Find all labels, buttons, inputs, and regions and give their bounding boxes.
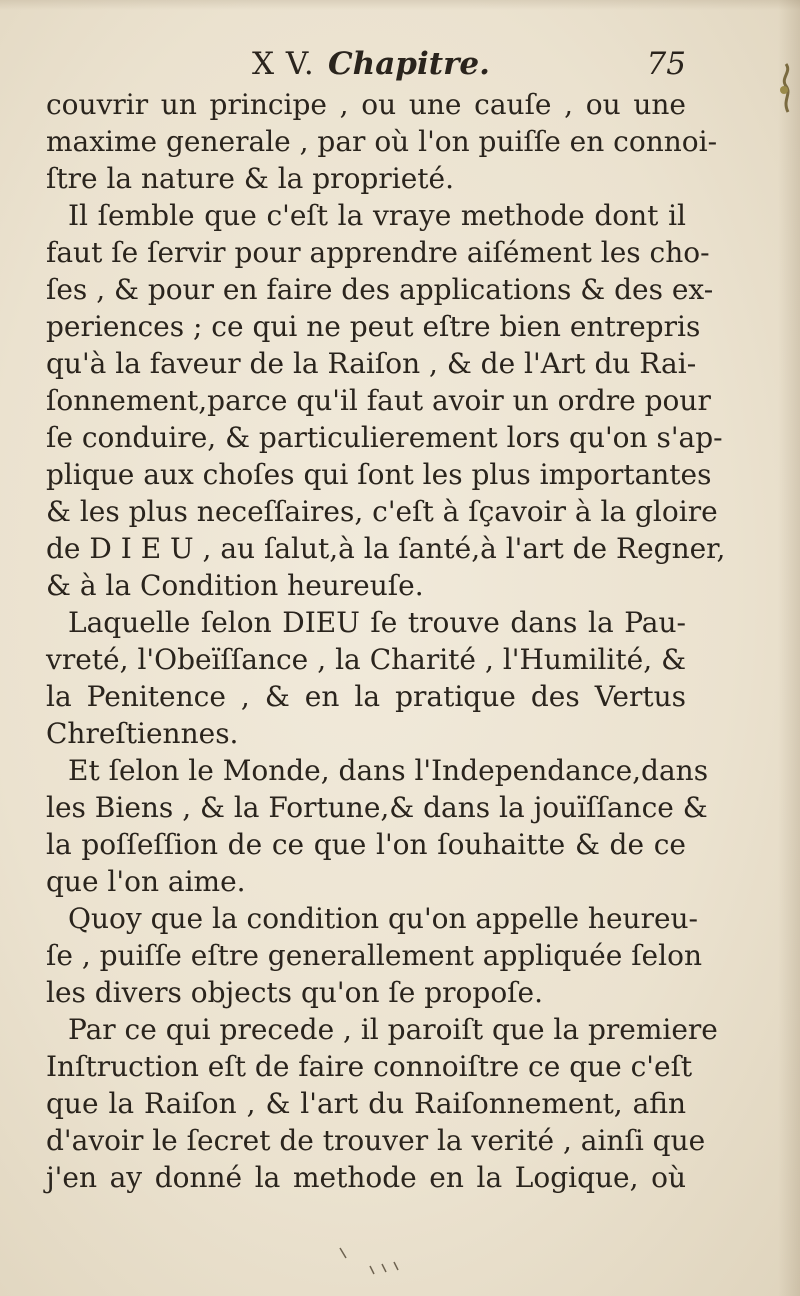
text-line: Inſtruction eſt de faire connoiſtre ce que c'eſt <box>46 1050 693 1083</box>
text-line: & les plus neceſſaires, c'eſt à ſçavoir à la gloire <box>46 495 718 528</box>
text-line: d'avoir le ſecret de trouver la verité , ainſi que <box>46 1124 706 1157</box>
text-line: ſonnement,parce qu'il faut avoir un ordre pour <box>46 384 711 417</box>
text-line: & à la Condition heureuſe. <box>46 569 424 602</box>
running-header <box>46 44 686 88</box>
page-number: 75 <box>646 46 686 82</box>
text-line: les Biens , & la Fortune,& dans la jouïſſance & <box>46 791 708 824</box>
text-line: vreté, l'Obeïſſance , la Charité , l'Humilité, & <box>46 643 686 676</box>
text-line: Il ſemble que c'eſt la vraye methode dont il <box>68 199 686 232</box>
text-line: faut ſe ſervir pour apprendre aiſément les cho- <box>46 236 710 269</box>
text-line: Par ce qui precede , il paroiſt que la premiere <box>68 1013 718 1046</box>
text-line: Chreſtiennes. <box>46 717 239 750</box>
paper-specks-icon <box>330 1240 450 1280</box>
text-line: j'en ay donné la methode en la Logique, où <box>46 1161 686 1194</box>
text-line: ſes , & pour en faire des applications & des ex- <box>46 273 714 306</box>
text-line: de D I E U , au ſalut,à la ſanté,à l'art de Regner, <box>46 532 726 565</box>
text-line: ſtre la nature & la proprieté. <box>46 162 454 195</box>
page-top-shadow <box>0 0 800 10</box>
body-text <box>46 86 726 1196</box>
text-line: ſe , puiſſe eſtre generallement appliquée ſelon <box>46 939 702 972</box>
text-line: couvrir un principe , ou une cauſe , ou une <box>46 88 686 121</box>
text-line: les divers objects qu'on ſe propoſe. <box>46 976 544 1009</box>
text-line: Et ſelon le Monde, dans l'Independance,dans <box>68 754 709 787</box>
text-line: qu'à la faveur de la Raiſon , & de l'Art du Rai- <box>46 347 697 380</box>
text-line: Laquelle ſelon DIEU ſe trouve dans la Pau- <box>68 606 686 639</box>
text-line: que l'on aime. <box>46 865 246 898</box>
margin-ornament-icon <box>776 60 796 120</box>
text-line: periences ; ce qui ne peut eſtre bien entrepris <box>46 310 701 343</box>
text-line: maxime generale , par où l'on puiſſe en connoi- <box>46 125 718 158</box>
text-line: plique aux choſes qui ſont les plus importantes <box>46 458 712 491</box>
text-line: que la Raiſon , & l'art du Raiſonnement, afin <box>46 1087 686 1120</box>
page-edge-shadow <box>778 0 800 1296</box>
chapter-word: Chapitre. <box>328 46 490 82</box>
text-line: la Penitence , & en la pratique des Vertus <box>46 680 686 713</box>
text-line: Quoy que la condition qu'on appelle heureu- <box>68 902 699 935</box>
chapter-number: X V. <box>252 46 315 82</box>
text-line: la poſſeſſion de ce que l'on ſouhaitte & de ce <box>46 828 686 861</box>
text-line: ſe conduire, & particulierement lors qu'on s'ap- <box>46 421 723 454</box>
